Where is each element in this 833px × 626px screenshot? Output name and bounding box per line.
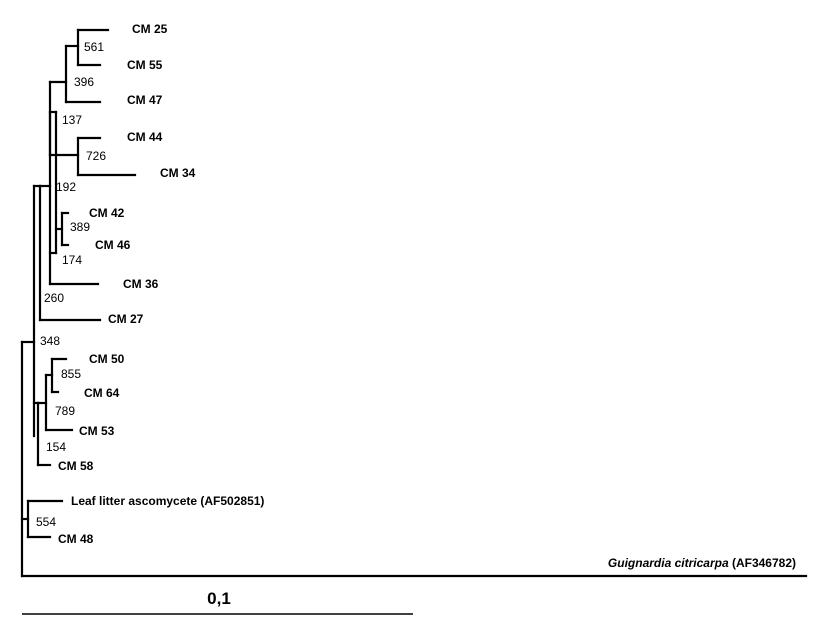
scale-bar-label: 0,1	[207, 589, 231, 608]
taxon-accession-guignardia: (AF346782)	[728, 556, 796, 570]
bootstrap-label: 396	[74, 75, 95, 89]
scale-bar	[22, 589, 413, 614]
taxon-label-cm47: CM 47	[127, 93, 163, 107]
taxon-label-cm34: CM 34	[160, 166, 196, 180]
bootstrap-label: 554	[36, 515, 57, 529]
bootstrap-label: 726	[86, 149, 107, 163]
taxon-label-cm64: CM 64	[84, 386, 120, 400]
taxon-label-cm58: CM 58	[58, 459, 94, 473]
taxon-label-cm36: CM 36	[123, 277, 159, 291]
taxon-label-cm27: CM 27	[108, 312, 144, 326]
bootstrap-label: 260	[44, 291, 65, 305]
taxon-label-cm53: CM 53	[79, 424, 115, 438]
taxon-labels	[58, 22, 796, 570]
taxon-label-cm46: CM 46	[95, 238, 131, 252]
bootstrap-label: 137	[62, 113, 83, 127]
taxon-label-leaf-litter: Leaf litter ascomycete (AF502851)	[71, 494, 265, 508]
bootstrap-label: 348	[40, 334, 61, 348]
bootstrap-label: 174	[62, 253, 83, 267]
bootstrap-label: 389	[70, 220, 91, 234]
taxon-label-cm42: CM 42	[89, 206, 125, 220]
taxon-label-cm50: CM 50	[89, 352, 125, 366]
bootstrap-label: 154	[46, 440, 67, 454]
bootstrap-label: 192	[56, 180, 77, 194]
taxon-species-guignardia: Guignardia citricarpa	[607, 556, 729, 570]
taxon-label-cm48: CM 48	[58, 532, 94, 546]
taxon-label-cm55: CM 55	[127, 58, 163, 72]
taxon-label-guignardia	[608, 556, 796, 570]
taxon-label-cm25: CM 25	[132, 22, 168, 36]
taxon-label-cm44: CM 44	[127, 130, 163, 144]
bootstrap-label: 561	[84, 40, 105, 54]
bootstrap-label: 789	[55, 404, 76, 418]
bootstrap-label: 855	[61, 367, 82, 381]
